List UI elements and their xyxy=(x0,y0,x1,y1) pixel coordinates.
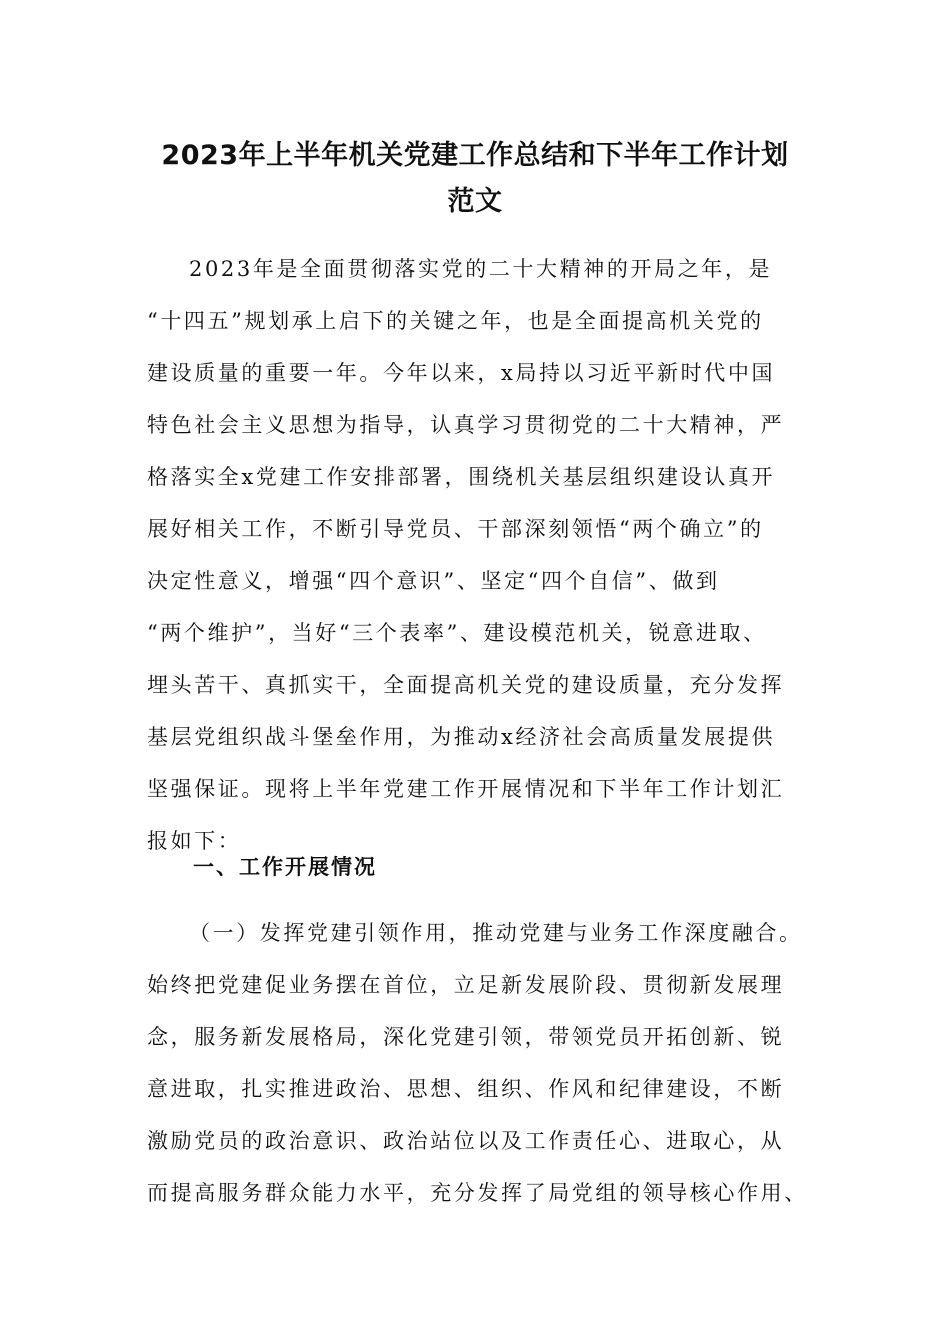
paragraph-line: 激励党员的政治意识、政治站位以及工作责任心、进取心，从 xyxy=(147,1129,785,1153)
document-title-line-2: 范文 xyxy=(447,186,503,217)
section-heading: 一、工作开展情况 xyxy=(193,855,377,879)
paragraph-line: “十四五”规划承上启下的关键之年，也是全面提高机关党的 xyxy=(147,309,764,333)
document-title-line-1: 2023年上半年机关党建工作总结和下半年工作计划 xyxy=(161,140,789,171)
paragraph-line: 始终把党建促业务摆在首位，立足新发展阶段、贯彻新发展理 xyxy=(147,973,785,997)
paragraph-line: 念，服务新发展格局，深化党建引领，带领党员开拓创新、锐 xyxy=(147,1025,785,1049)
paragraph-line: 决定性意义，增强“四个意识”、坚定“四个自信”、做到 xyxy=(147,569,720,593)
paragraph-line: 2023年是全面贯彻落实党的二十大精神的开局之年，是 xyxy=(189,257,773,281)
paragraph-line: （一）发挥党建引领作用，推动党建与业务工作深度融合。 xyxy=(189,921,803,945)
paragraph-line: 报如下： xyxy=(147,829,242,853)
paragraph-line: 展好相关工作，不断引导党员、干部深刻领悟“两个确立”的 xyxy=(147,517,764,541)
paragraph-line: 而提高服务群众能力水平，充分发挥了局党组的领导核心作用、 xyxy=(147,1181,808,1205)
paragraph-line: 基层党组织战斗堡垒作用，为推动x经济社会高质量发展提供 xyxy=(147,725,776,749)
paragraph-line: 坚强保证。现将上半年党建工作开展情况和下半年工作计划汇 xyxy=(147,777,785,801)
paragraph-line: 特色社会主义思想为指导，认真学习贯彻党的二十大精神，严 xyxy=(147,413,785,437)
paragraph-line: 建设质量的重要一年。今年以来，x局持以习近平新时代中国 xyxy=(147,361,776,385)
paragraph-line: 意进取，扎实推进政治、思想、组织、作风和纪律建设，不断 xyxy=(147,1077,785,1101)
paragraph-line: “两个维护”，当好“三个表率”、建设模范机关，锐意进取、 xyxy=(147,621,767,645)
paragraph-line: 埋头苦干、真抓实干，全面提高机关党的建设质量，充分发挥 xyxy=(147,673,785,697)
paragraph-line: 格落实全x党建工作安排部署，围绕机关基层组织建设认真开 xyxy=(147,465,776,489)
